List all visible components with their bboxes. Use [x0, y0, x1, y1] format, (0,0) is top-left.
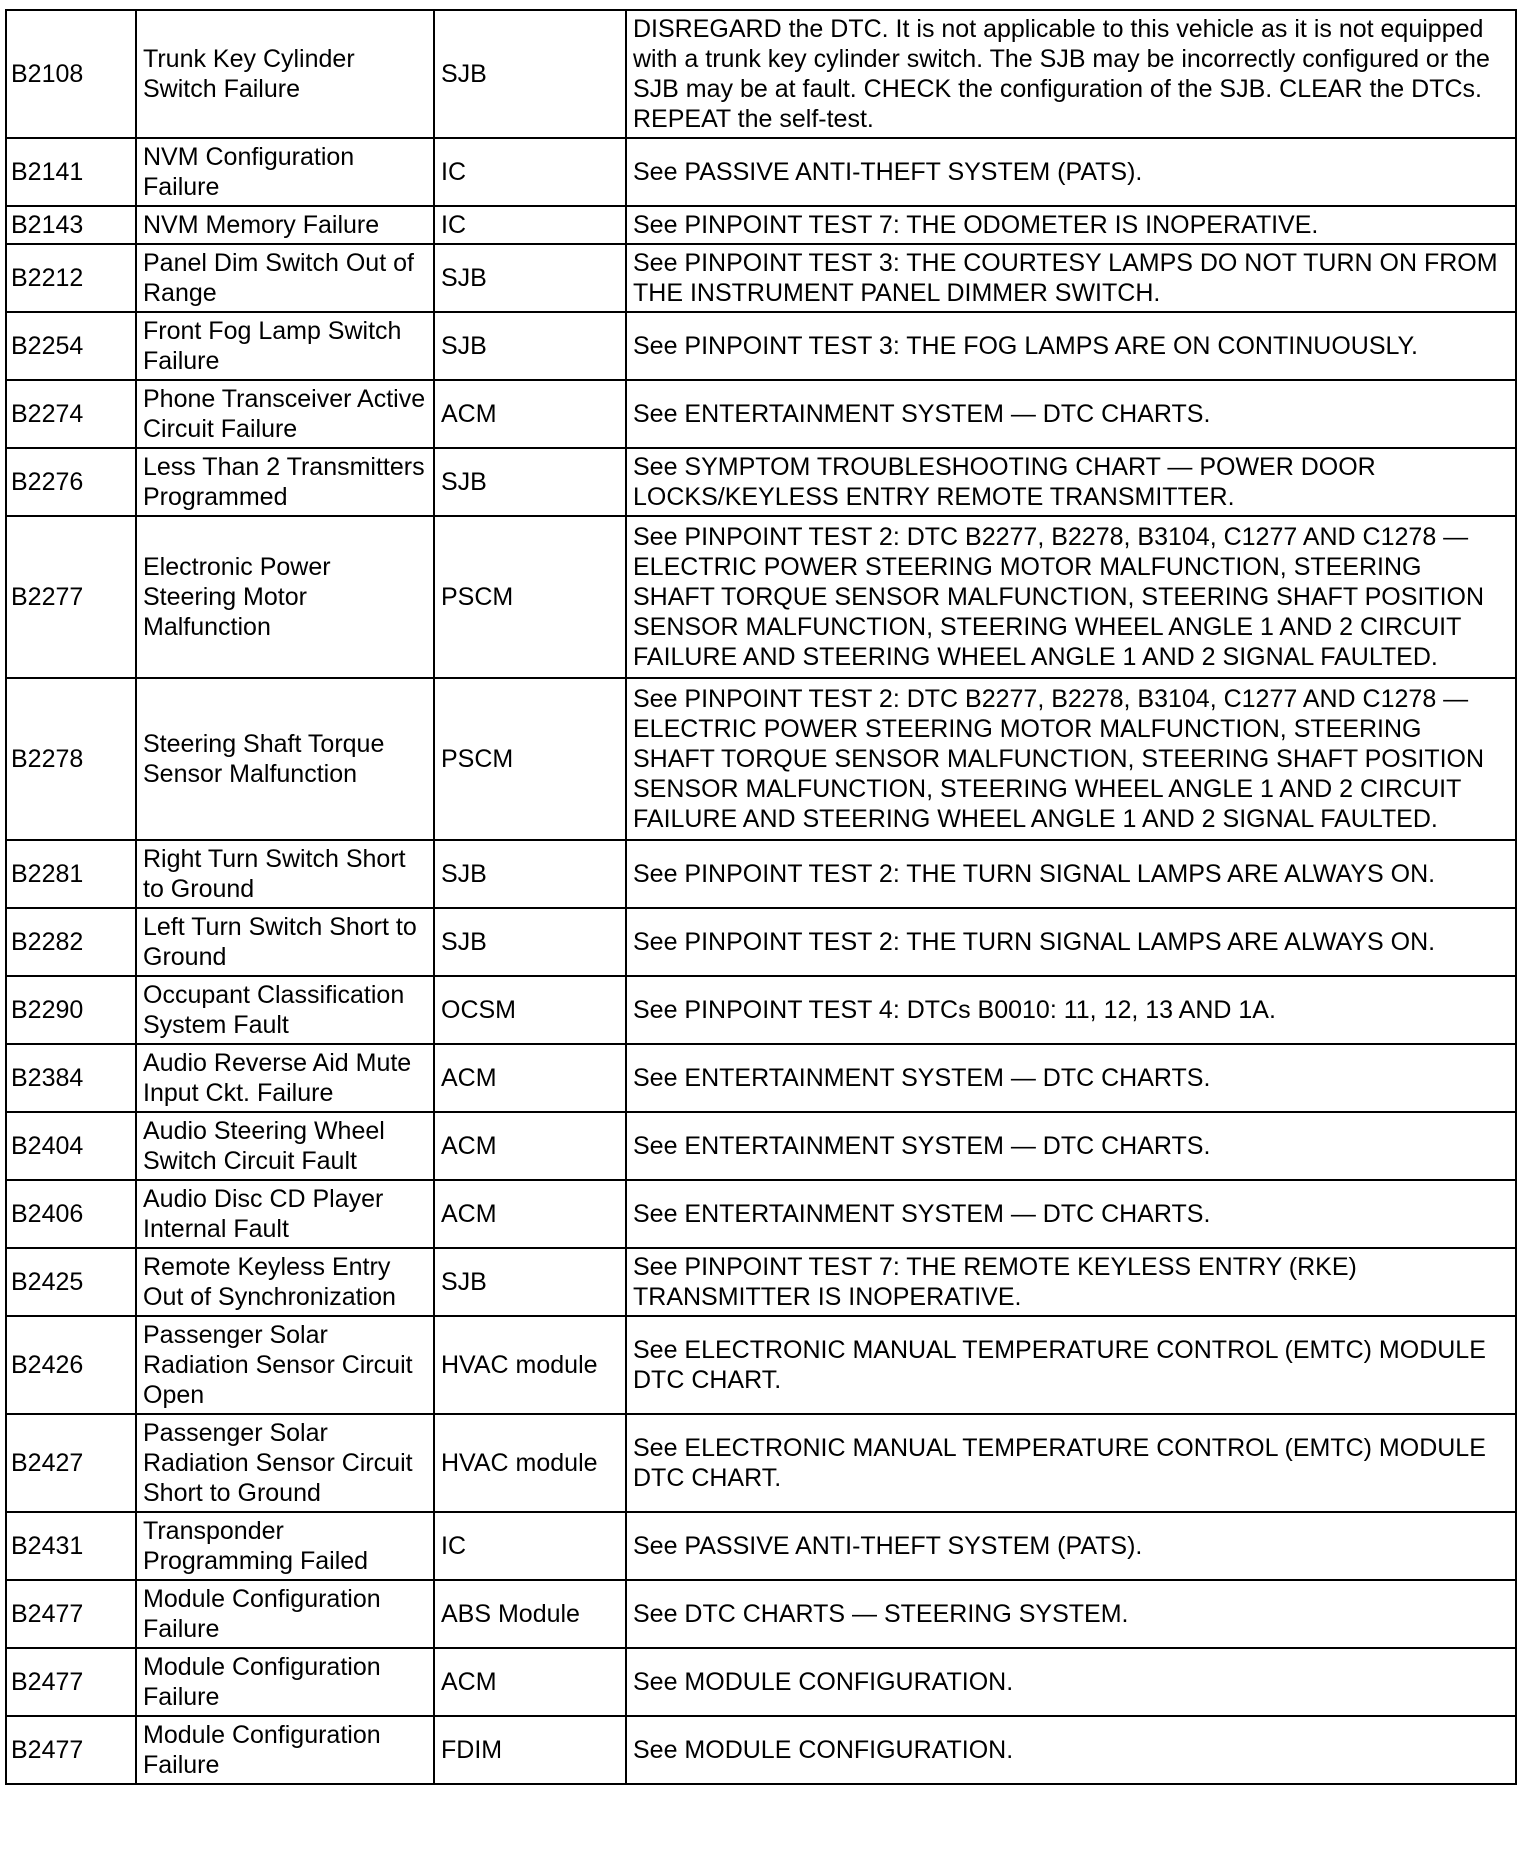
table-row — [6, 516, 1516, 678]
module-cell: SJB — [434, 244, 626, 312]
description-cell: Occupant Classification System Fault — [136, 976, 434, 1044]
dtc-code-cell: B2477 — [6, 1648, 136, 1716]
description-cell: Steering Shaft Torque Sensor Malfunction — [136, 678, 434, 840]
module-cell: SJB — [434, 908, 626, 976]
table-row — [6, 10, 1516, 138]
action-cell: DISREGARD the DTC. It is not applicable to this vehicle as it is not equipped with a trunk key cylinder switch. The SJB may be incorrectly configured or the SJB may be at fault. CHECK the configuration of the SJB. CLEAR the DTCs. REPEAT the self-test. — [626, 10, 1516, 138]
dtc-code-cell: B2277 — [6, 516, 136, 678]
module-cell: ACM — [434, 380, 626, 448]
description-cell: Passenger Solar Radiation Sensor Circuit Short to Ground — [136, 1414, 434, 1512]
table-row — [6, 1248, 1516, 1316]
module-cell: SJB — [434, 840, 626, 908]
action-cell: See PASSIVE ANTI-THEFT SYSTEM (PATS). — [626, 1512, 1516, 1580]
description-cell: Phone Transceiver Active Circuit Failure — [136, 380, 434, 448]
description-cell: Transponder Programming Failed — [136, 1512, 434, 1580]
module-cell: IC — [434, 138, 626, 206]
table-row — [6, 976, 1516, 1044]
description-cell: Panel Dim Switch Out of Range — [136, 244, 434, 312]
module-cell: IC — [434, 206, 626, 244]
module-cell: FDIM — [434, 1716, 626, 1784]
module-cell: ACM — [434, 1044, 626, 1112]
dtc-code-cell: B2427 — [6, 1414, 136, 1512]
action-cell: See MODULE CONFIGURATION. — [626, 1648, 1516, 1716]
module-cell: ACM — [434, 1112, 626, 1180]
table-row — [6, 206, 1516, 244]
description-cell: Remote Keyless Entry Out of Synchronization — [136, 1248, 434, 1316]
dtc-code-cell: B2477 — [6, 1580, 136, 1648]
description-cell: NVM Configuration Failure — [136, 138, 434, 206]
action-cell: See ENTERTAINMENT SYSTEM — DTC CHARTS. — [626, 380, 1516, 448]
action-cell: See PINPOINT TEST 4: DTCs B0010: 11, 12, 13 AND 1A. — [626, 976, 1516, 1044]
action-cell: See PINPOINT TEST 7: THE REMOTE KEYLESS ENTRY (RKE) TRANSMITTER IS INOPERATIVE. — [626, 1248, 1516, 1316]
action-cell: See ENTERTAINMENT SYSTEM — DTC CHARTS. — [626, 1112, 1516, 1180]
description-cell: NVM Memory Failure — [136, 206, 434, 244]
action-cell: See PINPOINT TEST 2: THE TURN SIGNAL LAMPS ARE ALWAYS ON. — [626, 908, 1516, 976]
description-cell: Module Configuration Failure — [136, 1716, 434, 1784]
table-row — [6, 380, 1516, 448]
dtc-code-cell: B2281 — [6, 840, 136, 908]
module-cell: SJB — [434, 1248, 626, 1316]
table-row — [6, 138, 1516, 206]
table-row — [6, 1580, 1516, 1648]
action-cell: See ENTERTAINMENT SYSTEM — DTC CHARTS. — [626, 1180, 1516, 1248]
action-cell: See PINPOINT TEST 3: THE FOG LAMPS ARE ON CONTINUOUSLY. — [626, 312, 1516, 380]
dtc-code-cell: B2278 — [6, 678, 136, 840]
dtc-code-cell: B2276 — [6, 448, 136, 516]
dtc-code-cell: B2384 — [6, 1044, 136, 1112]
module-cell: SJB — [434, 10, 626, 138]
table-row — [6, 1414, 1516, 1512]
dtc-code-cell: B2431 — [6, 1512, 136, 1580]
dtc-code-cell: B2108 — [6, 10, 136, 138]
description-cell: Audio Disc CD Player Internal Fault — [136, 1180, 434, 1248]
description-cell: Audio Steering Wheel Switch Circuit Fault — [136, 1112, 434, 1180]
module-cell: SJB — [434, 448, 626, 516]
dtc-table — [5, 9, 1517, 1785]
table-row — [6, 678, 1516, 840]
dtc-code-cell: B2425 — [6, 1248, 136, 1316]
action-cell: See SYMPTOM TROUBLESHOOTING CHART — POWER DOOR LOCKS/KEYLESS ENTRY REMOTE TRANSMITTER. — [626, 448, 1516, 516]
dtc-code-cell: B2406 — [6, 1180, 136, 1248]
action-cell: See PINPOINT TEST 2: THE TURN SIGNAL LAMPS ARE ALWAYS ON. — [626, 840, 1516, 908]
description-cell: Module Configuration Failure — [136, 1580, 434, 1648]
table-row — [6, 1512, 1516, 1580]
module-cell: ACM — [434, 1648, 626, 1716]
description-cell: Electronic Power Steering Motor Malfunction — [136, 516, 434, 678]
description-cell: Left Turn Switch Short to Ground — [136, 908, 434, 976]
dtc-code-cell: B2477 — [6, 1716, 136, 1784]
dtc-code-cell: B2141 — [6, 138, 136, 206]
dtc-code-cell: B2212 — [6, 244, 136, 312]
description-cell: Audio Reverse Aid Mute Input Ckt. Failure — [136, 1044, 434, 1112]
module-cell: PSCM — [434, 516, 626, 678]
table-row — [6, 1648, 1516, 1716]
action-cell: See PASSIVE ANTI-THEFT SYSTEM (PATS). — [626, 138, 1516, 206]
description-cell: Front Fog Lamp Switch Failure — [136, 312, 434, 380]
module-cell: ACM — [434, 1180, 626, 1248]
description-cell: Less Than 2 Transmitters Programmed — [136, 448, 434, 516]
action-cell: See ELECTRONIC MANUAL TEMPERATURE CONTROL (EMTC) MODULE DTC CHART. — [626, 1316, 1516, 1414]
action-cell: See PINPOINT TEST 2: DTC B2277, B2278, B3104, C1277 AND C1278 — ELECTRIC POWER STEERING MOTOR MALFUNCTION, STEERING SHAFT TORQUE SENSOR MALFUNCTION, STEERING SHAFT POSITION SENSOR MALFUNCTION, STEERING WHEEL ANGLE 1 AND 2 CIRCUIT FAILURE AND STEERING WHEEL ANGLE 1 AND 2 SIGNAL FAULTED. — [626, 678, 1516, 840]
table-row — [6, 1180, 1516, 1248]
action-cell: See MODULE CONFIGURATION. — [626, 1716, 1516, 1784]
table-row — [6, 908, 1516, 976]
action-cell: See ELECTRONIC MANUAL TEMPERATURE CONTROL (EMTC) MODULE DTC CHART. — [626, 1414, 1516, 1512]
description-cell: Trunk Key Cylinder Switch Failure — [136, 10, 434, 138]
table-row — [6, 312, 1516, 380]
action-cell: See PINPOINT TEST 2: DTC B2277, B2278, B3104, C1277 AND C1278 — ELECTRIC POWER STEERING MOTOR MALFUNCTION, STEERING SHAFT TORQUE SENSOR MALFUNCTION, STEERING SHAFT POSITION SENSOR MALFUNCTION, STEERING WHEEL ANGLE 1 AND 2 CIRCUIT FAILURE AND STEERING WHEEL ANGLE 1 AND 2 SIGNAL FAULTED. — [626, 516, 1516, 678]
table-row — [6, 1316, 1516, 1414]
table-row — [6, 244, 1516, 312]
action-cell: See ENTERTAINMENT SYSTEM — DTC CHARTS. — [626, 1044, 1516, 1112]
description-cell: Passenger Solar Radiation Sensor Circuit Open — [136, 1316, 434, 1414]
dtc-code-cell: B2143 — [6, 206, 136, 244]
action-cell: See DTC CHARTS — STEERING SYSTEM. — [626, 1580, 1516, 1648]
dtc-table-body — [6, 10, 1516, 1784]
dtc-code-cell: B2426 — [6, 1316, 136, 1414]
dtc-code-cell: B2282 — [6, 908, 136, 976]
dtc-code-cell: B2274 — [6, 380, 136, 448]
module-cell: HVAC module — [434, 1414, 626, 1512]
module-cell: IC — [434, 1512, 626, 1580]
module-cell: OCSM — [434, 976, 626, 1044]
table-row — [6, 1716, 1516, 1784]
action-cell: See PINPOINT TEST 3: THE COURTESY LAMPS DO NOT TURN ON FROM THE INSTRUMENT PANEL DIMMER SWITCH. — [626, 244, 1516, 312]
table-row — [6, 1044, 1516, 1112]
module-cell: SJB — [434, 312, 626, 380]
module-cell: HVAC module — [434, 1316, 626, 1414]
table-row — [6, 1112, 1516, 1180]
module-cell: ABS Module — [434, 1580, 626, 1648]
dtc-code-cell: B2290 — [6, 976, 136, 1044]
table-row — [6, 448, 1516, 516]
dtc-code-cell: B2254 — [6, 312, 136, 380]
action-cell: See PINPOINT TEST 7: THE ODOMETER IS INOPERATIVE. — [626, 206, 1516, 244]
description-cell: Module Configuration Failure — [136, 1648, 434, 1716]
module-cell: PSCM — [434, 678, 626, 840]
table-row — [6, 840, 1516, 908]
dtc-code-cell: B2404 — [6, 1112, 136, 1180]
description-cell: Right Turn Switch Short to Ground — [136, 840, 434, 908]
dtc-table-page — [5, 9, 1515, 1785]
